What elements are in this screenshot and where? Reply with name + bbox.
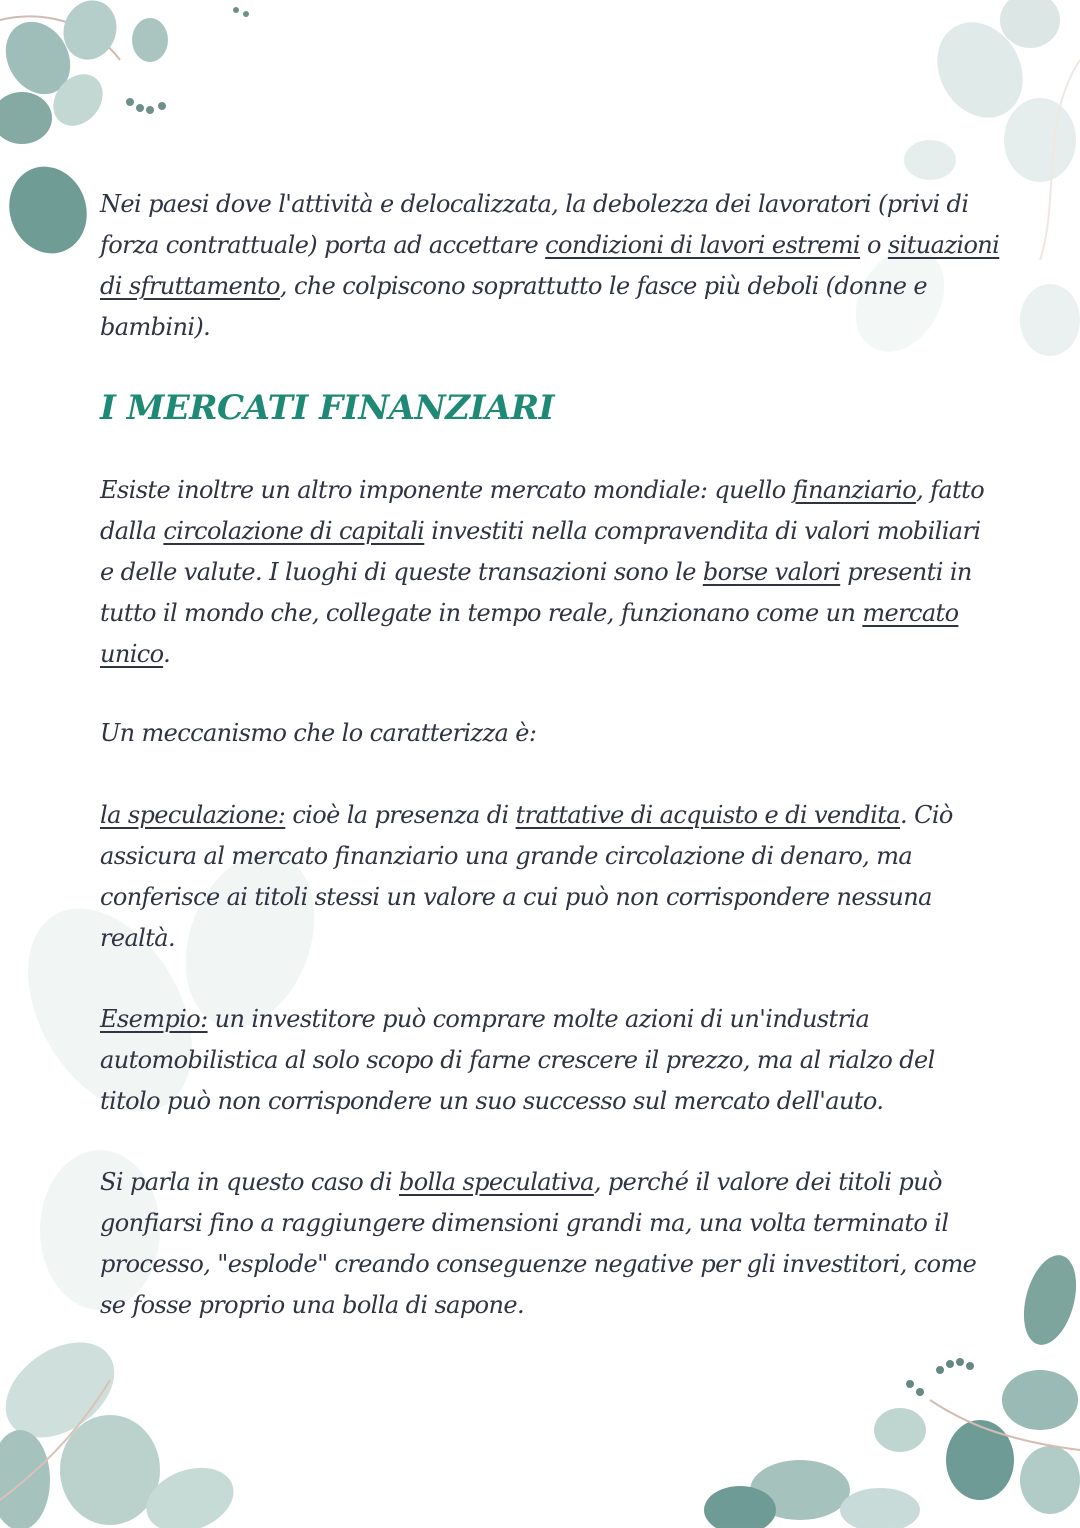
underlined-term: finanziario bbox=[792, 476, 917, 504]
underlined-term: mercato unico bbox=[100, 599, 959, 668]
text-segment: Nei paesi dove l'attività e delocalizzata, la debolezza dei lavoratori (privi di forza contrattuale) porta ad accettare bbox=[100, 190, 969, 259]
paragraph-speculative-bubble bbox=[100, 1162, 1000, 1326]
underlined-term: circolazione di capitali bbox=[163, 517, 425, 545]
paragraph-example bbox=[100, 999, 1000, 1122]
text-segment: , fatto dalla bbox=[100, 476, 985, 545]
underlined-term: la speculazione: bbox=[100, 801, 286, 829]
text-segment: . Ciò assicura al mercato finanziario una grande circolazione di denaro, ma conferisce ai titoli stessi un valore a cui può non corrispondere nessuna realtà. bbox=[100, 801, 953, 952]
paragraph-speculation bbox=[100, 795, 1000, 959]
text-segment: , perché il valore dei titoli può gonfiarsi fino a raggiungere dimensioni grandi ma, una volta terminato il processo, "esplode" creando conseguenze negative per gli investitori, come se fosse proprio una bolla di sapone. bbox=[100, 1168, 977, 1319]
underlined-term: condizioni di lavori estremi bbox=[545, 231, 860, 259]
underlined-term: trattative di acquisto e di vendita bbox=[515, 801, 901, 829]
text-segment: , che colpiscono soprattutto le fasce più deboli (donne e bambini). bbox=[100, 272, 927, 341]
text-segment: un investitore può comprare molte azioni di un'industria automobilistica al solo scopo di farne crescere il prezzo, ma al rialzo del titolo può non corrispondere un suo successo sul mercato dell'auto. bbox=[100, 1005, 935, 1115]
underlined-term: bolla speculativa bbox=[398, 1168, 594, 1196]
section-heading: I MERCATI FINANZIARI bbox=[100, 388, 555, 428]
paragraph-delocalization bbox=[100, 184, 1000, 348]
text-segment: investiti nella compravendita di valori mobiliari e delle valute. I luoghi di queste transazioni sono le bbox=[100, 517, 981, 586]
leaf-left-icon bbox=[0, 156, 99, 265]
text-segment: . bbox=[163, 640, 171, 668]
underlined-term: situazioni di sfruttamento bbox=[100, 231, 1000, 300]
leaf-cluster-top-left-icon bbox=[0, 0, 249, 144]
paragraph-financial-markets bbox=[100, 470, 1000, 675]
text-segment: cioè la presenza di bbox=[285, 801, 516, 829]
text-segment: Si parla in questo caso di bbox=[100, 1168, 399, 1196]
text-segment: presenti in tutto il mondo che, collegate in tempo reale, funzionano come un bbox=[100, 558, 972, 627]
text-segment: Esiste inoltre un altro imponente mercato mondiale: quello bbox=[100, 476, 793, 504]
underlined-term: borse valori bbox=[702, 558, 841, 586]
leaf-cluster-bottom-left-icon bbox=[0, 1323, 243, 1528]
underlined-term: Esempio: bbox=[100, 1005, 208, 1033]
text-segment: o bbox=[860, 231, 888, 259]
paragraph-mechanism-intro: Un meccanismo che lo caratterizza è: bbox=[100, 719, 537, 747]
